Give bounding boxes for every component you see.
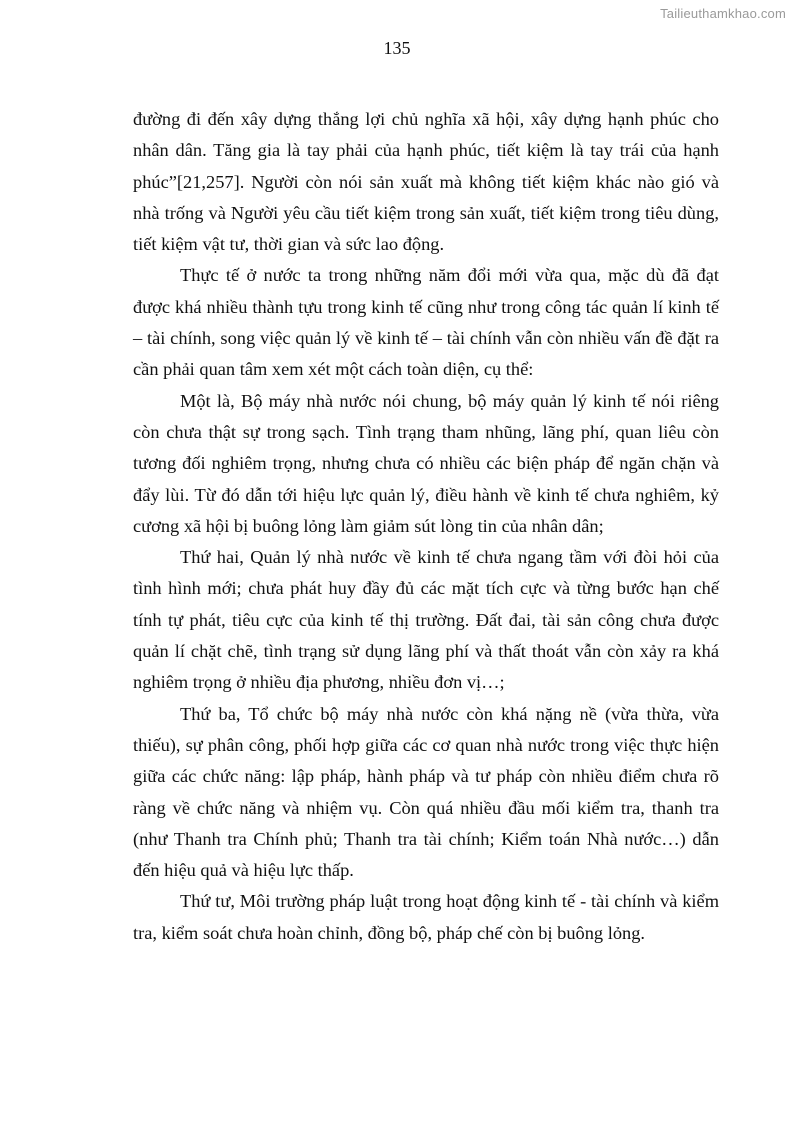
watermark: Tailieuthamkhao.com xyxy=(660,6,786,21)
paragraph-second: Thứ hai, Quản lý nhà nước về kinh tế chưa ngang tầm với đòi hỏi của tình hình mới; chưa phát huy đầy đủ các mặt tích cực và từng bước hạn chế tính tự phát, tiêu cực của kinh tế thị trường. Đất đai, tài sản công chưa được quản lí chặt chẽ, tình trạng sử dụng lãng phí và thất thoát vẫn còn xảy ra khá nghiêm trọng ở nhiều địa phương, nhiều đơn vị…; xyxy=(133,547,719,693)
paragraph-fourth: Thứ tư, Môi trường pháp luật trong hoạt động kinh tế - tài chính và kiểm tra, kiểm soát chưa hoàn chỉnh, đồng bộ, pháp chế còn bị buông lỏng. xyxy=(133,891,719,943)
document-body xyxy=(133,104,719,949)
paragraph-reality: Thực tế ở nước ta trong những năm đổi mới vừa qua, mặc dù đã đạt được khá nhiều thành tựu trong kinh tế cũng như trong công tác quản lí kinh tế – tài chính, song việc quản lý về kinh tế – tài chính vẫn còn nhiều vấn đề đặt ra cần phải quan tâm xem xét một cách toàn diện, cụ thể: xyxy=(133,265,719,380)
paragraph-first: Một là, Bộ máy nhà nước nói chung, bộ máy quản lý kinh tế nói riêng còn chưa thật sự trong sạch. Tình trạng tham nhũng, lãng phí, quan liêu còn tương đối nghiêm trọng, nhưng chưa có nhiều các biện pháp để ngăn chặn và đẩy lùi. Từ đó dẫn tới hiệu lực quản lý, điều hành về kinh tế chưa nghiêm, kỷ cương xã hội bị buông lỏng làm giảm sút lòng tin của nhân dân; xyxy=(133,390,719,536)
page-number: 135 xyxy=(383,38,411,58)
paragraph-third: Thứ ba, Tổ chức bộ máy nhà nước còn khá nặng nề (vừa thừa, vừa thiếu), sự phân công, phối hợp giữa các cơ quan nhà nước trong việc thực hiện giữa các chức năng: lập pháp, hành pháp và tư pháp còn nhiều điểm chưa rõ ràng về chức năng và nhiệm vụ. Còn quá nhiều đầu mối kiểm tra, thanh tra (như Thanh tra Chính phủ; Thanh tra tài chính; Kiểm toán Nhà nước…) dẫn đến hiệu quả và hiệu lực thấp. xyxy=(133,703,719,881)
paragraph-continuation: đường đi đến xây dựng thắng lợi chủ nghĩa xã hội, xây dựng hạnh phúc cho nhân dân. Tăng gia là tay phải của hạnh phúc, tiết kiệm là tay trái của hạnh phúc”[21,257]. Người còn nói sản xuất mà không tiết kiệm khác nào gió và nhà trống và Người yêu cầu tiết kiệm trong sản xuất, tiết kiệm trong tiêu dùng, tiết kiệm vật tư, thời gian và sức lao động. xyxy=(133,109,719,255)
